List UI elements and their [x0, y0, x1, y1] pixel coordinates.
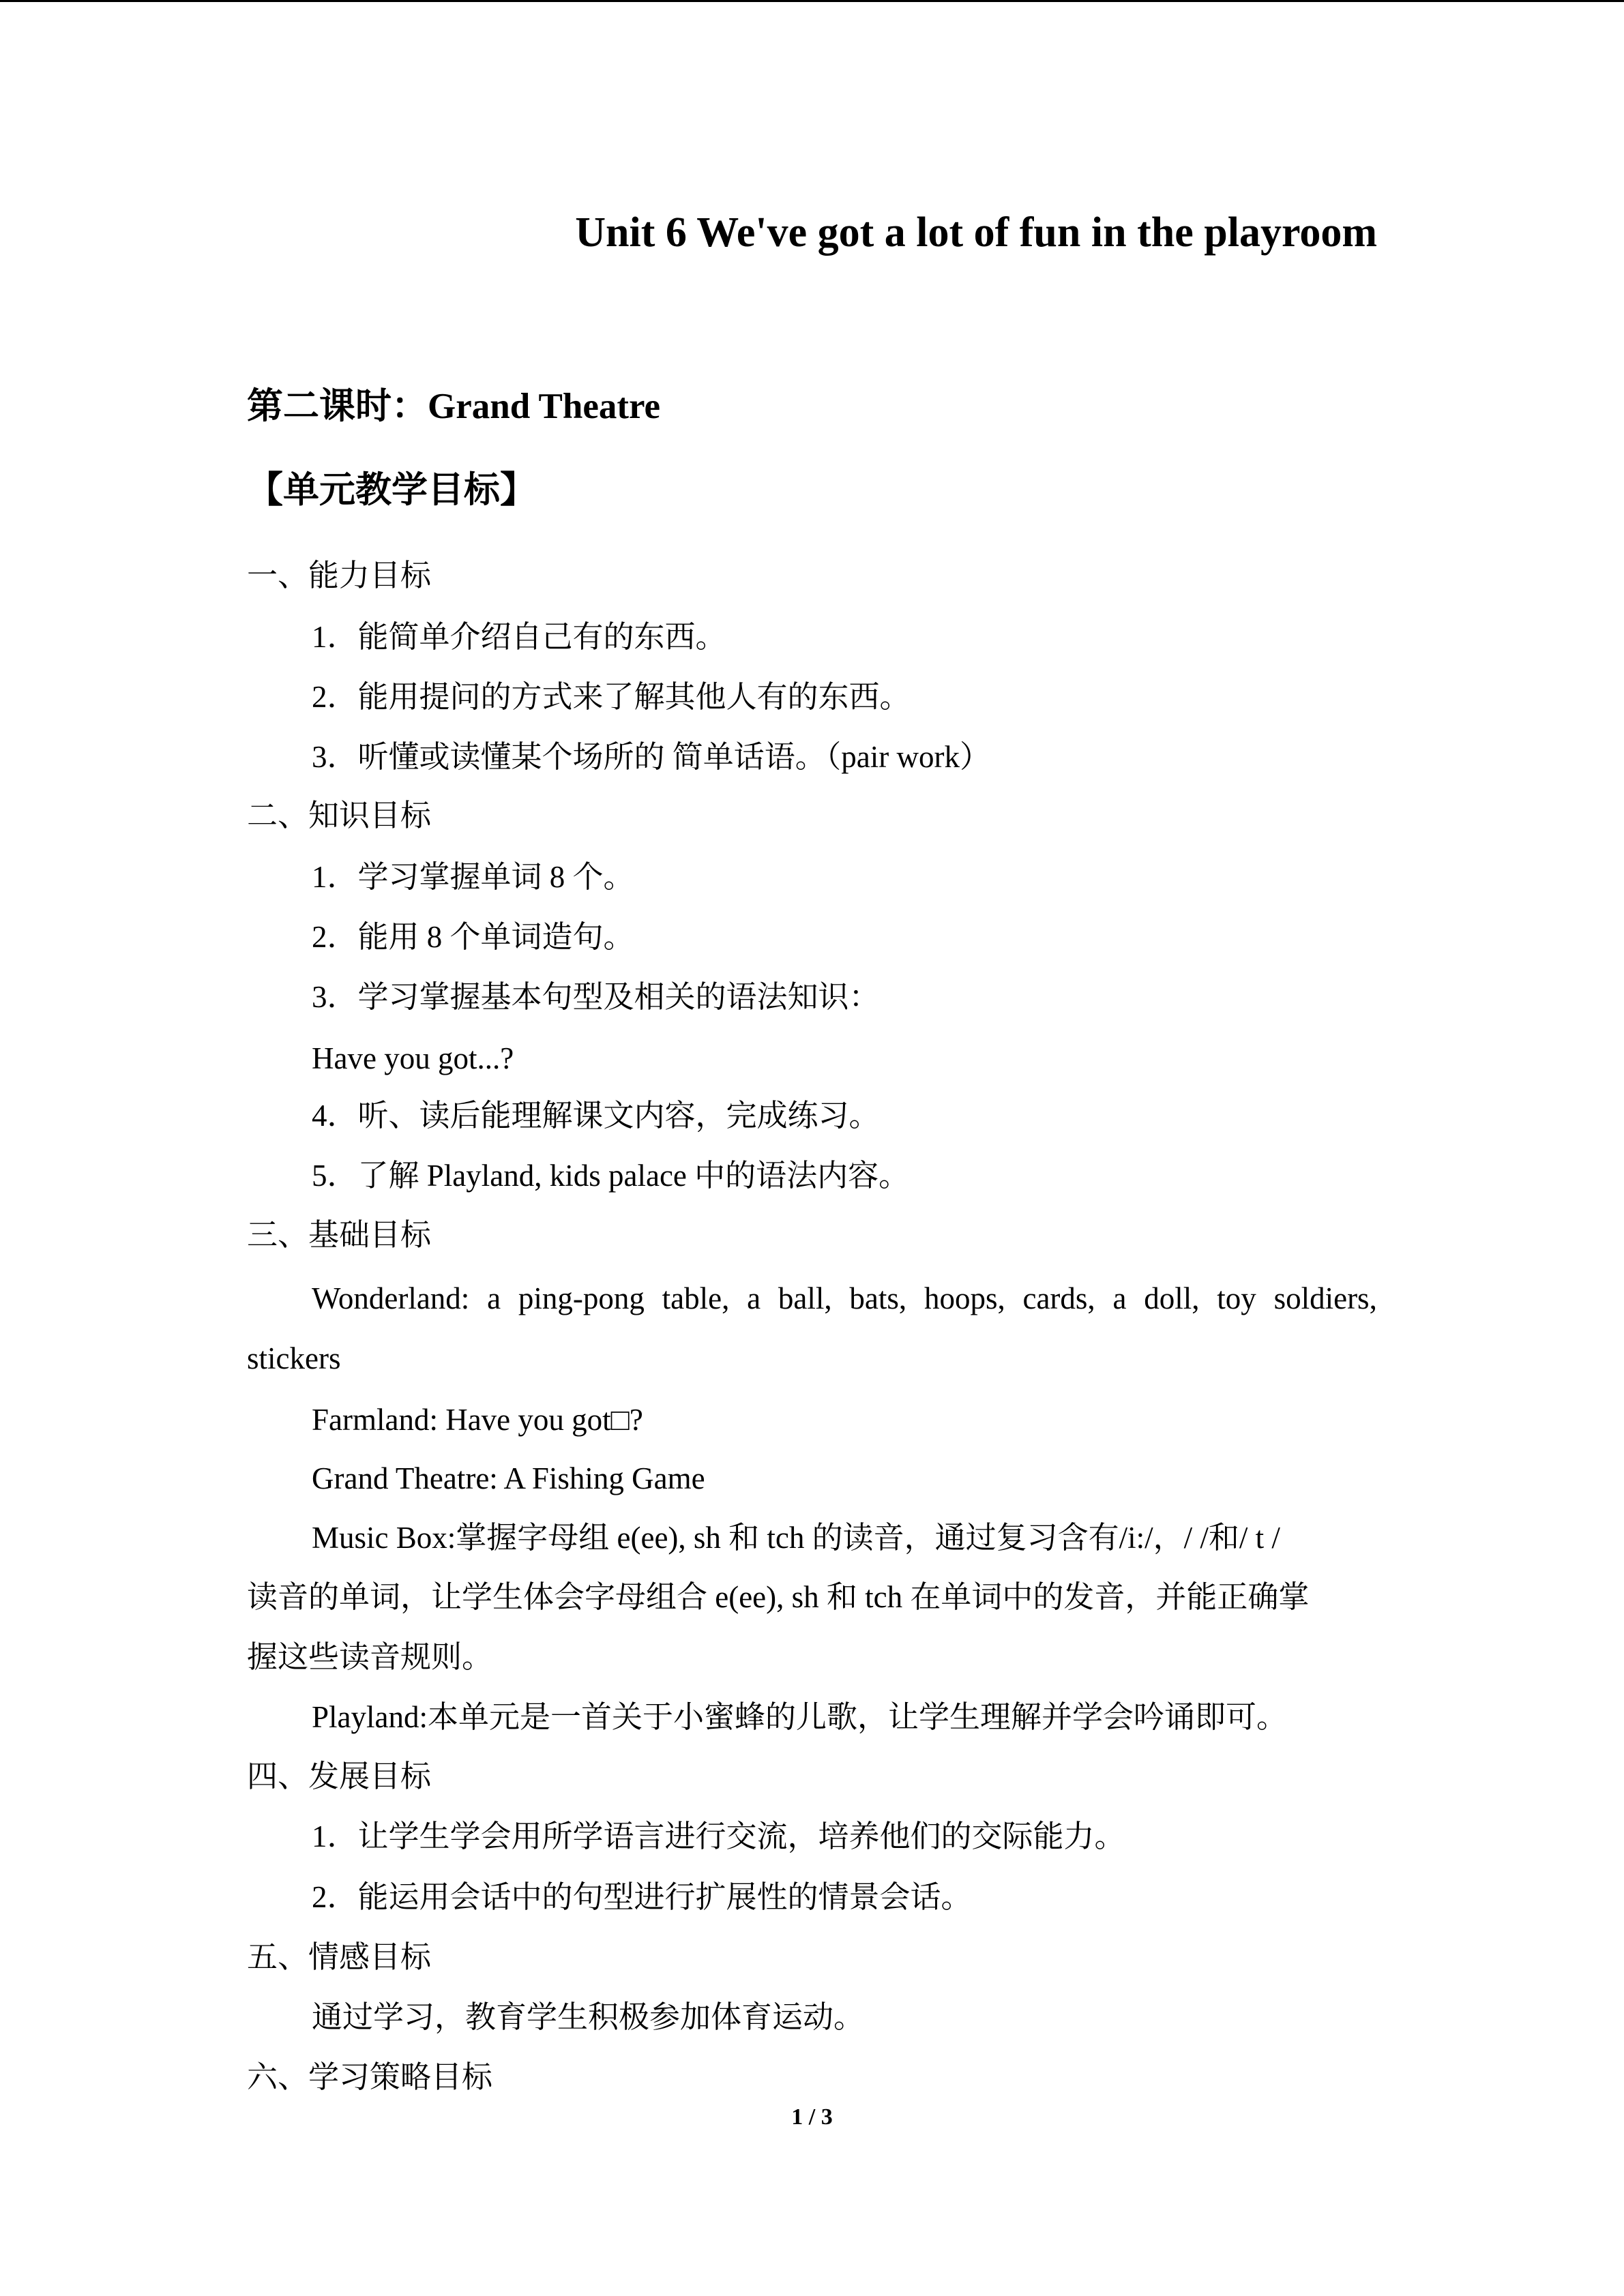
ability-goal-item: 2．能用提问的方式来了解其他人有的东西。 [312, 680, 911, 714]
grand-theatre-line: Grand Theatre: A Fishing Game [312, 1461, 705, 1495]
wonderland-word: Wonderland: [312, 1281, 470, 1315]
knowledge-goal-item: 1．学习掌握单词 8 个。 [312, 860, 634, 894]
wonderland-word: soldiers, [1273, 1281, 1377, 1315]
emotional-goals-heading: 五、情感目标 [247, 1940, 432, 1974]
document-title: Unit 6 We've got a lot of fun in the playroom [575, 209, 1377, 256]
wonderland-word: doll, [1144, 1281, 1200, 1315]
wonderland-word: hoops, [924, 1281, 1005, 1315]
ability-goal-item: 1．能简单介绍自己有的东西。 [312, 620, 726, 654]
development-goal-item: 1．让学生学会用所学语言进行交流，培养他们的交际能力。 [312, 1819, 1125, 1853]
music-box-line-2: 读音的单词，让学生体会字母组合 e(ee), sh 和 tch 在单词中的发音，并能正确掌 [247, 1580, 1310, 1614]
ability-goal-item: 3．听懂或读懂某个场所的 简单话语。（pair work） [312, 740, 990, 774]
wonderland-line [312, 1283, 1377, 1314]
knowledge-goal-item: 4．听、读后能理解课文内容，完成练习。 [312, 1099, 880, 1133]
farmland-line: Farmland: Have you got□? [312, 1403, 643, 1437]
knowledge-goal-item: 2．能用 8 个单词造句。 [312, 920, 634, 954]
wonderland-word: toy [1217, 1281, 1256, 1315]
wonderland-word: a [747, 1281, 761, 1315]
strategy-goals-heading: 六、学习策略目标 [247, 2060, 493, 2094]
lesson-title: 第二课时：Grand Theatre [247, 387, 661, 426]
development-goals-heading: 四、发展目标 [247, 1759, 432, 1793]
wonderland-word: cards, [1022, 1281, 1095, 1315]
wonderland-continuation: stickers [247, 1341, 341, 1375]
knowledge-goal-item: 5．了解 Playland, kids palace 中的语法内容。 [312, 1159, 910, 1193]
wonderland-word: a [487, 1281, 501, 1315]
sentence-pattern: Have you got...? [312, 1041, 514, 1075]
knowledge-goals-heading: 二、知识目标 [247, 799, 432, 833]
wonderland-word: ping-pong [518, 1281, 645, 1315]
emotional-goal-item: 通过学习，教育学生积极参加体育运动。 [312, 2000, 865, 2034]
ability-goals-heading: 一、能力目标 [247, 558, 432, 593]
wonderland-word: table, [662, 1281, 730, 1315]
basic-goals-heading: 三、基础目标 [247, 1218, 432, 1252]
wonderland-word: ball, [778, 1281, 832, 1315]
wonderland-word: a [1112, 1281, 1127, 1315]
page-number: 1 / 3 [791, 2104, 833, 2130]
music-box-line-1: Music Box:掌握字母组 e(ee), sh 和 tch 的读音，通过复习含有/i:/，/ /和/ t / [312, 1521, 1280, 1555]
knowledge-goal-item: 3．学习掌握基本句型及相关的语法知识： [312, 980, 880, 1014]
playland-line: Playland:本单元是一首关于小蜜蜂的儿歌，让学生理解并学会吟诵即可。 [312, 1700, 1287, 1734]
top-border-line [0, 0, 1624, 2]
development-goal-item: 2．能运用会话中的句型进行扩展性的情景会话。 [312, 1880, 972, 1914]
section-heading: 【单元教学目标】 [247, 471, 536, 510]
wonderland-word: bats, [849, 1281, 907, 1315]
music-box-line-3: 握这些读音规则。 [247, 1640, 493, 1674]
